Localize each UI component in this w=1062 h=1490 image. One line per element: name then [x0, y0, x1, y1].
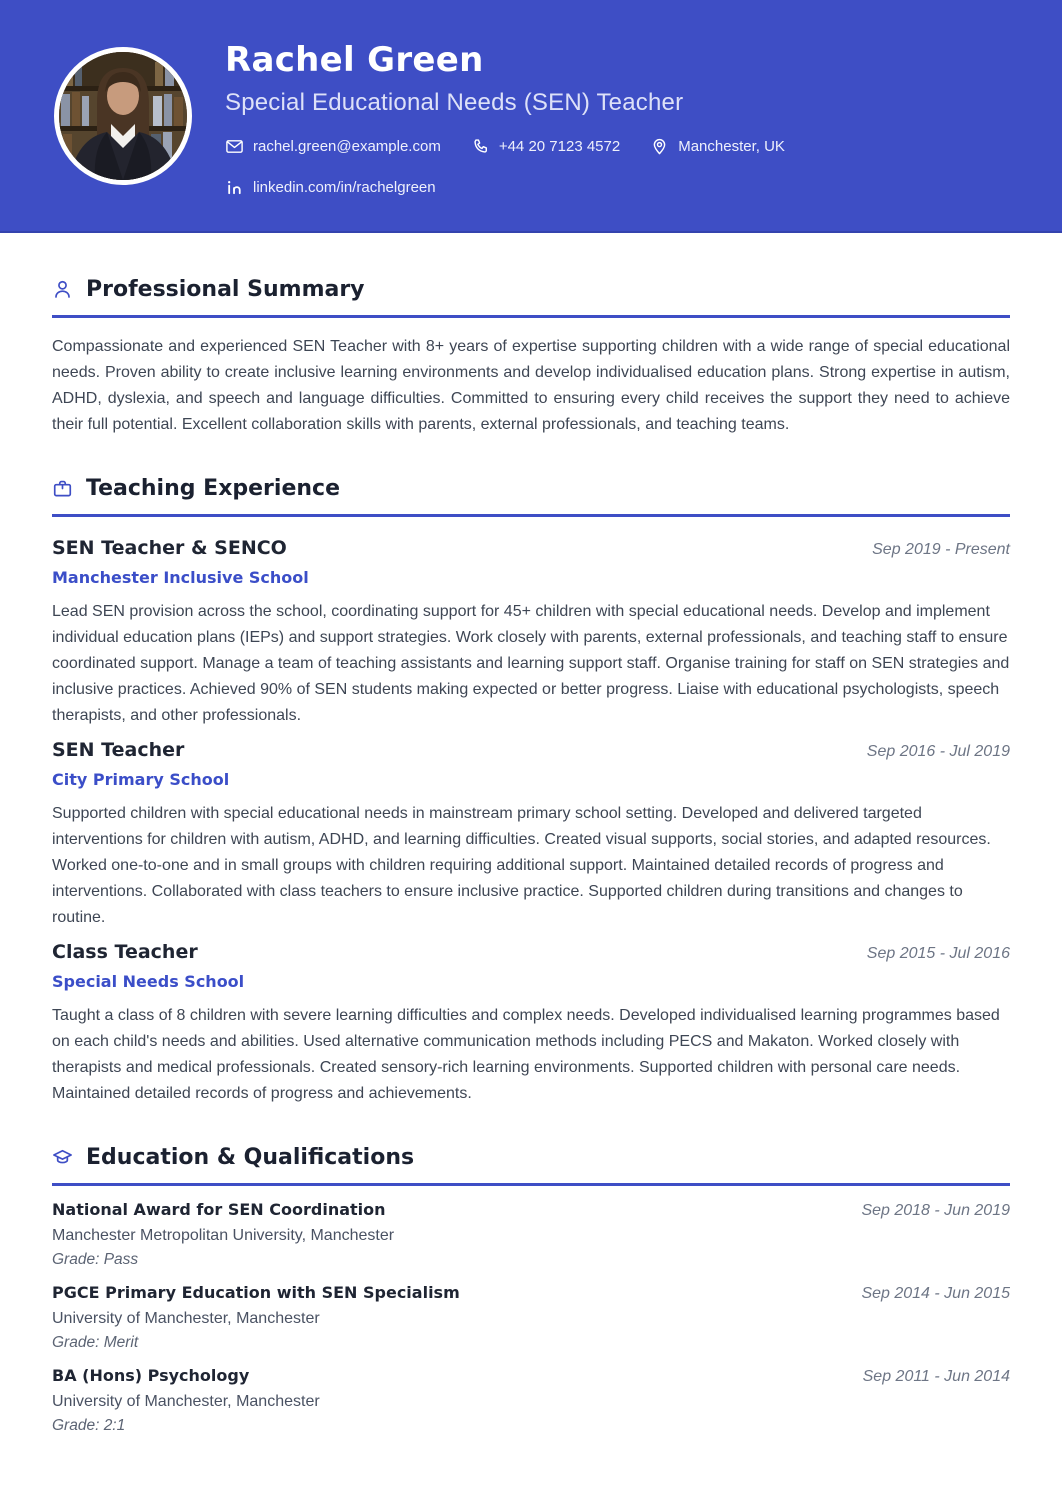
education-entry — [52, 1366, 1010, 1435]
education-heading: Education & Qualifications — [86, 1145, 415, 1170]
linkedin-text: linkedin.com/in/rachelgreen — [253, 179, 436, 197]
education-degree: PGCE Primary Education with SEN Specialism — [52, 1283, 460, 1302]
contact-phone — [471, 137, 620, 156]
job-title: Class Teacher — [52, 941, 198, 963]
linkedin-icon — [225, 178, 244, 197]
experience-heading: Teaching Experience — [86, 476, 340, 501]
education-entry — [52, 1283, 1010, 1352]
profile-photo — [54, 47, 192, 185]
section-heading-experience — [52, 476, 1010, 517]
education-institution: University of Manchester, Manchester — [52, 1393, 320, 1410]
job-entry — [52, 739, 1010, 931]
job-entry — [52, 941, 1010, 1107]
resume-header — [0, 0, 1062, 233]
resume-body — [0, 277, 1062, 1435]
education-dates: Sep 2018 - Jun 2019 — [861, 1202, 1010, 1219]
job-dates: Sep 2015 - Jul 2016 — [866, 945, 1010, 962]
education-grade: Grade: Pass — [52, 1251, 139, 1268]
education-institution: University of Manchester, Manchester — [52, 1310, 320, 1327]
job-title-row — [52, 941, 1010, 963]
job-company: Manchester Inclusive School — [52, 568, 309, 587]
job-dates: Sep 2019 - Present — [872, 541, 1010, 558]
phone-text: +44 20 7123 4572 — [498, 138, 621, 156]
education-grade: Grade: Merit — [52, 1334, 139, 1351]
section-teaching-experience — [52, 476, 1010, 1107]
section-heading-education — [52, 1145, 1010, 1186]
contact-row-linkedin — [225, 178, 1022, 197]
education-degree: BA (Hons) Psychology — [52, 1366, 250, 1385]
education-title-row — [52, 1283, 1010, 1303]
section-education — [52, 1145, 1010, 1435]
education-dates: Sep 2014 - Jun 2015 — [861, 1285, 1010, 1302]
contact-email — [225, 137, 441, 156]
job-dates: Sep 2016 - Jul 2019 — [866, 743, 1010, 760]
briefcase-icon — [52, 478, 73, 499]
profile-photo-illustration — [59, 52, 187, 180]
job-title: SEN Teacher & SENCO — [52, 537, 287, 559]
job-title: SEN Teacher — [52, 739, 185, 761]
location-text: Manchester, UK — [678, 138, 785, 156]
job-company: Special Needs School — [52, 972, 245, 991]
contact-location — [650, 137, 785, 156]
education-institution: Manchester Metropolitan University, Manchester — [52, 1227, 395, 1244]
education-degree: National Award for SEN Coordination — [52, 1200, 386, 1219]
person-title: Special Educational Needs (SEN) Teacher — [225, 89, 684, 117]
section-professional-summary — [52, 277, 1010, 438]
location-pin-icon — [650, 137, 669, 156]
email-icon — [225, 137, 244, 156]
summary-text: Compassionate and experienced SEN Teacher with 8+ years of expertise supporting children with a wide range of special educational needs. Proven ability to create inclusive learning environments and develop individualised education plans. Strong expertise in autism, ADHD, dyslexia, and speech and language difficulties. Committed to ensuring every child receives the support they need to achieve their full potential. Excellent collaboration skills with parents, external professionals, and teaching teams. — [52, 338, 1010, 433]
contact-linkedin — [225, 178, 436, 197]
summary-heading: Professional Summary — [86, 277, 365, 302]
education-entry — [52, 1200, 1010, 1269]
job-description: Taught a class of 8 children with severe learning difficulties and complex needs. Developed individualised learning programmes based on each child's needs and abilities. Used alternative communication methods including PECS and Makaton. Worked closely with therapists and medical professionals. Created sensory-rich learning environments. Supported children with personal care needs. Maintained detailed records of progress and achievements. — [52, 1007, 1000, 1102]
education-dates: Sep 2011 - Jun 2014 — [862, 1368, 1010, 1385]
job-description: Lead SEN provision across the school, coordinating support for 45+ children with special educational needs. Develop and implement individual education plans (IEPs) and support strategies. Work closely with parents, external professionals, and teaching staff to ensure coordinated support. Manage a team of teaching assistants and learning support staff. Organise training for staff on SEN strategies and inclusive practices. Achieved 90% of SEN students making expected or better progress. Liaise with educational psychologists, speech therapists, and other professionals. — [52, 603, 1010, 724]
job-title-row — [52, 537, 1010, 559]
job-title-row — [52, 739, 1010, 761]
phone-icon — [471, 137, 490, 156]
job-description: Supported children with special educational needs in mainstream primary school setting. Developed and delivered targeted interventions for children with autism, ADHD, and learning difficulties. Created visual supports, social stories, and adapted resources. Worked one-to-one and in small groups with children requiring additional support. Maintained detailed records of progress and interventions. Collaborated with class teachers to ensure inclusive practice. Supported children during transitions and changes to routine. — [52, 805, 991, 926]
education-title-row — [52, 1200, 1010, 1220]
job-entry — [52, 537, 1010, 729]
education-title-row — [52, 1366, 1010, 1386]
job-company: City Primary School — [52, 770, 230, 789]
header-identity — [225, 42, 1022, 197]
email-text: rachel.green@example.com — [253, 138, 441, 156]
education-grade: Grade: 2:1 — [52, 1417, 126, 1434]
section-heading-summary — [52, 277, 1010, 318]
person-icon — [52, 279, 73, 300]
contact-row — [225, 137, 1022, 156]
graduation-cap-icon — [52, 1147, 73, 1168]
person-name: Rachel Green — [225, 40, 484, 80]
